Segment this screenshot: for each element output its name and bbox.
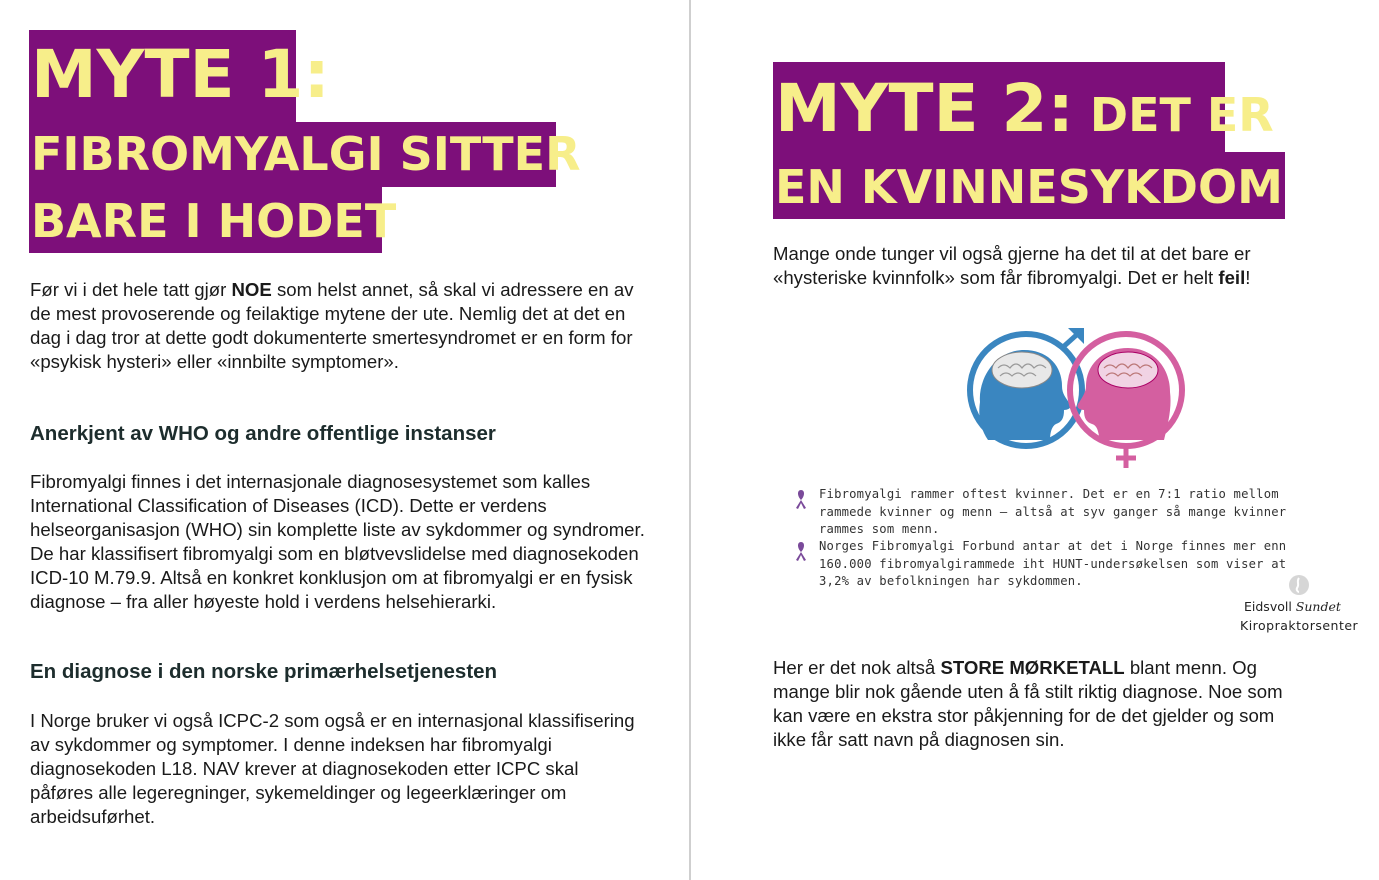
male-female-heads-illustration: [958, 328, 1190, 470]
section-heading-norway: En diagnose i den norske primærhelsetjenesten: [30, 660, 498, 683]
myth1-intro: Før vi i det hele tatt gjør NOE som helst annet, så skal vi adressere en av de mest provoserende og feilaktige mytene der ute. Nemlig det at det en dag i dag tror at dette godt dokumenterte smertesyndromet er en form for «psykisk hysteri» eller «innbilte symptomer».: [30, 279, 634, 372]
male-brain-icon: [992, 352, 1052, 388]
awareness-ribbon-icon: [794, 488, 808, 510]
clinic-logo-subtitle: Kiropraktorsenter: [1240, 618, 1359, 633]
clinic-logo: Eidsvoll Sundet: [1244, 599, 1341, 614]
myth2-closing: Her er det nok altså STORE MØRKETALL blant menn. Og mange blir nok gående uten å få stilt riktig diagnose. Noe som kan være en ekstra stor påkjenning for de det gjelder og som ikke får satt navn på diagnosen sin.: [773, 657, 1283, 750]
myth2-intro: Mange onde tunger vil også gjerne ha det til at det bare er «hysteriske kvinnfolk» som får fibromyalgi. Det er helt feil!: [773, 243, 1251, 288]
who-paragraph: Fibromyalgi finnes i det internasjonale diagnosesystemet som kalles International Classification of Diseases (ICD). Dette er verdens helseorganisasjon (WHO) sin komplette liste av sykdommer og syndromer. De har klassifisert fibromyalgi som en bløtvevslidelse med diagnosekoden ICD-10 M.79.9. Altså en konkret konklusjon om at fibromyalgi er en fysisk diagnose – fra aller høyeste hold i verdens helsehierarki.: [30, 471, 645, 612]
myth1-title-line1: MYTE 1:: [29, 30, 296, 122]
myth2-title-line2: EN KVINNESYKDOM: [773, 152, 1285, 219]
bullet-ratio: Fibromyalgi rammer oftest kvinner. Det er en 7:1 ratio mellom rammede kvinner og menn – altså at syv ganger så mange kvinner rammes som menn.: [819, 487, 1287, 536]
female-brain-icon: [1098, 352, 1158, 388]
clinic-logo-icon: [1288, 574, 1310, 596]
myth1-title-line3: BARE I HODET: [29, 187, 382, 253]
page-divider: [689, 0, 691, 880]
section-heading-who: Anerkjent av WHO og andre offentlige instanser: [30, 422, 496, 445]
awareness-ribbon-icon: [794, 540, 808, 562]
bullet-prevalence: Norges Fibromyalgi Forbund antar at det i Norge finnes mer enn 160.000 fibromyalgirammede iht HUNT-undersøkelsen som viser at 3,2% av befolkningen har sykdommen.: [819, 539, 1287, 588]
icpc-paragraph: I Norge bruker vi også ICPC-2 som også er en internasjonal klassifisering av sykdommer og symptomer. I denne indeksen har fibromyalgi diagnosekoden L18. NAV krever at diagnosekoden etter ICPC skal påføres alle legeregninger, sykemeldinger og legeerklæringer om arbeidsuførhet.: [30, 710, 635, 827]
myth2-title-line1: MYTE 2: DET ER: [773, 62, 1225, 152]
myth1-title-line2: FIBROMYALGI SITTER: [29, 122, 556, 187]
